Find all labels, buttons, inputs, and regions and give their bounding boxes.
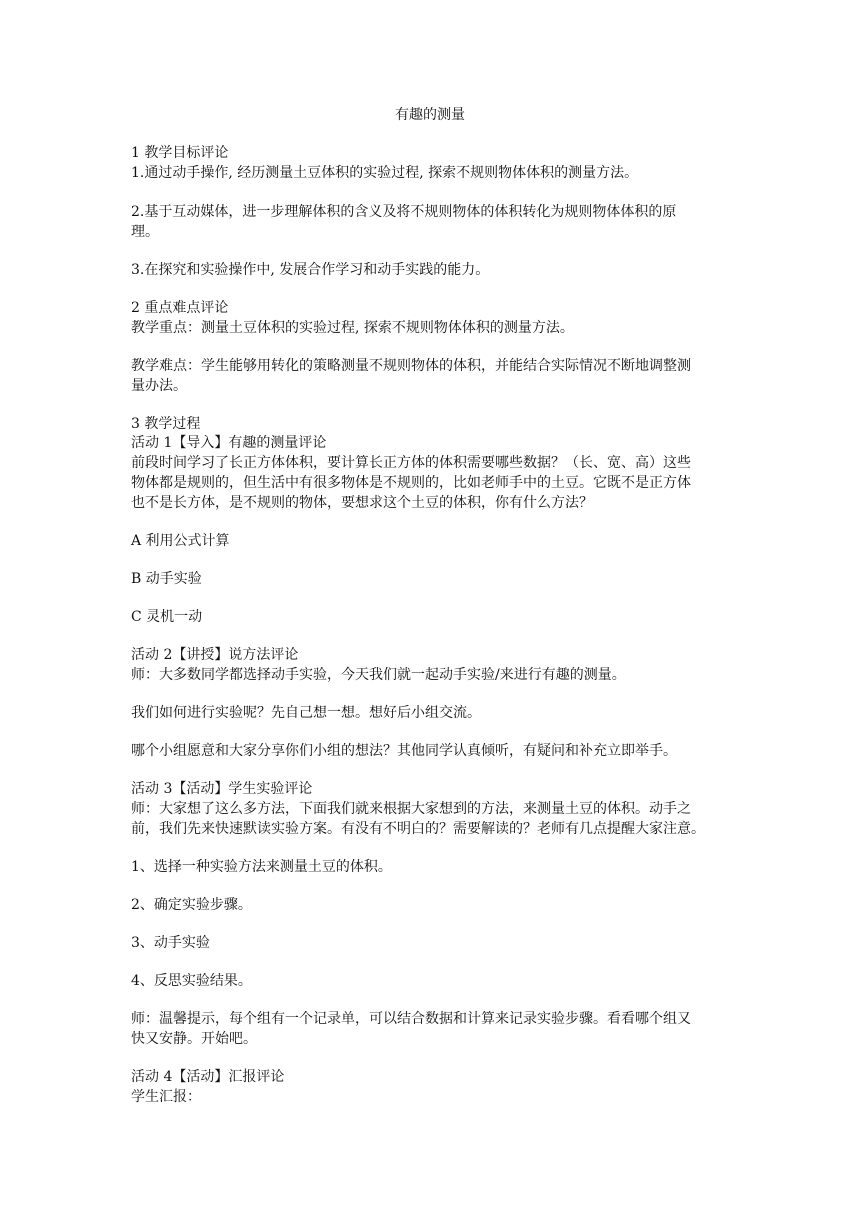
activity-3-heading: 活动 3【活动】学生实验评论	[131, 781, 313, 797]
tip-line-2: 快又安静。开始吧。	[131, 1031, 257, 1047]
activity-2-question: 我们如何进行实验呢？先自己想一想。想好后小组交流。	[131, 705, 481, 721]
activity-2-share: 哪个小组愿意和大家分享你们小组的想法？其他同学认真倾听，有疑问和补充立即举手。	[131, 743, 677, 759]
section-heading-key-points: 2 重点难点评论	[131, 300, 229, 316]
goal-3: 3.在探究和实验操作中, 发展合作学习和动手实践的能力。	[131, 262, 490, 278]
difficulty-line-2: 量办法。	[131, 378, 187, 394]
section-heading-process: 3 教学过程	[131, 416, 201, 432]
goal-2-line-1: 2.基于互动媒体，进一步理解体积的含义及将不规则物体的体积转化为规则物体体积的原	[131, 204, 677, 220]
activity-1-heading: 活动 1【导入】有趣的测量评论	[131, 435, 327, 451]
difficulty-line-1: 教学难点：学生能够用转化的策略测量不规则物体的体积，并能结合实际情况不断地调整测	[131, 358, 691, 374]
activity-4-text: 学生汇报：	[131, 1089, 201, 1105]
activity-4-heading: 活动 4【活动】汇报评论	[131, 1069, 285, 1085]
activity-2-text: 师：大多数同学都选择动手实验，今天我们就一起动手实验/来进行有趣的测量。	[131, 667, 626, 683]
step-2: 2、确定实验步骤。	[131, 897, 252, 913]
option-a: A 利用公式计算	[131, 533, 230, 549]
activity-3-text-line-1: 师：大家想了这么多方法，下面我们就来根据大家想到的方法，来测量土豆的体积。动手之	[131, 801, 691, 817]
option-c: C 灵机一动	[131, 609, 203, 625]
key-point: 教学重点：测量土豆体积的实验过程, 探索不规则物体体积的测量方法。	[131, 320, 574, 336]
step-1: 1、选择一种实验方法来测量土豆的体积。	[131, 859, 392, 875]
step-3: 3、动手实验	[131, 935, 210, 951]
step-4: 4、反思实验结果。	[131, 973, 252, 989]
goal-1: 1.通过动手操作, 经历测量土豆体积的实验过程, 探索不规则物体体积的测量方法。	[131, 165, 639, 181]
tip-line-1: 师：温馨提示，每个组有一个记录单，可以结合数据和计算来记录实验步骤。看看哪个组又	[131, 1011, 691, 1027]
activity-1-text-line-1: 前段时间学习了长正方体体积，要计算长正方体的体积需要哪些数据？（长、宽、高）这些	[131, 455, 691, 471]
document-title: 有趣的测量	[395, 107, 465, 123]
activity-1-text-line-2: 物体都是规则的，但生活中有很多物体是不规则的，比如老师手中的土豆。它既不是正方体	[131, 475, 691, 491]
activity-1-text-line-3: 也不是长方体，是不规则的物体，要想求这个土豆的体积，你有什么方法？	[131, 495, 593, 511]
activity-3-text-line-2: 前，我们先来快速默读实验方案。有没有不明白的？需要解读的？老师有几点提醒大家注意。	[131, 821, 705, 837]
option-b: B 动手实验	[131, 571, 202, 587]
section-heading-goals: 1 教学目标评论	[131, 145, 229, 161]
goal-2-line-2: 理。	[131, 224, 159, 240]
activity-2-heading: 活动 2【讲授】说方法评论	[131, 647, 299, 663]
